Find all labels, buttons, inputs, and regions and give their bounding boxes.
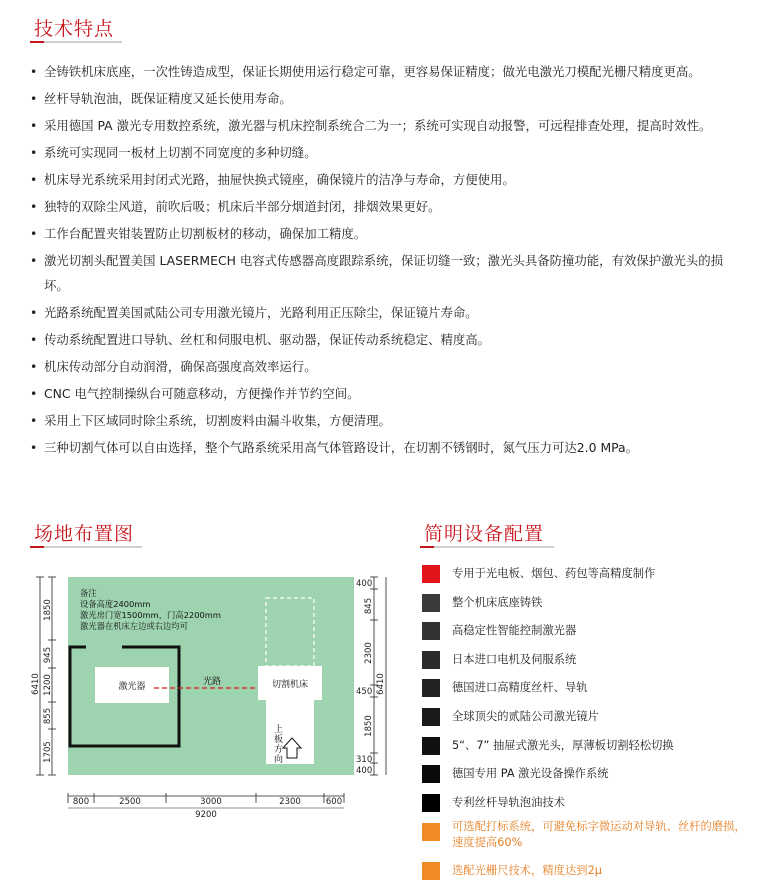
- color-swatch: [422, 622, 440, 640]
- right-dim: 310: [356, 755, 373, 765]
- note-line: 设备高度2400mm: [80, 599, 151, 609]
- laser-label: 激光器: [118, 682, 146, 692]
- feature-item: • 采用上下区域同时除尘系统，切割废料由漏斗收集，方便清理。: [30, 412, 391, 428]
- note-line: 激光器在机床左边或右边均可: [80, 621, 188, 631]
- load-direction-label: 向: [274, 755, 284, 765]
- bottom-dim: 800: [72, 797, 90, 807]
- feature-list: [30, 60, 742, 463]
- config-item: 日本进口电机及伺服系统: [422, 646, 752, 675]
- color-swatch: [422, 708, 440, 726]
- feature-item: • 工作台配置夹钳装置防止切割板材的移动，确保加工精度。: [30, 226, 367, 241]
- left-dim: 1850: [43, 599, 53, 621]
- config-item-optional: 选配光栅尺技术，精度达到2μ: [422, 857, 752, 886]
- config-item: 5“、7” 抽屉式激光头，厚薄板切割轻松切换: [422, 732, 752, 761]
- light-path-label: 光路: [202, 677, 222, 687]
- feature-item: • 传动系统配置进口导轨、丝杠和伺服电机、驱动器，保证传动系统稳定、精度高。: [30, 331, 491, 347]
- config-item: 德国专用 PA 激光设备操作系统: [422, 760, 752, 789]
- right-dim: 2300: [364, 642, 374, 664]
- feature-item: • CNC 电气控制操纵台可随意移动，方便操作并节约空间。: [30, 385, 360, 401]
- config-item: 德国进口高精度丝杆、导轨: [422, 674, 752, 703]
- config-item: 整个机床底座铸铁: [422, 589, 752, 618]
- tech-title-underline: [30, 41, 122, 43]
- right-dim: 400: [356, 579, 373, 589]
- load-direction-label: 板: [274, 735, 284, 745]
- feature-item: • 丝杆导轨泡油，既保证精度又延长使用寿命。: [30, 91, 292, 106]
- feature-item: • 独特的双除尘风道，前吹后吸；机床后半部分烟道封闭，排烟效果更好。: [30, 199, 441, 214]
- config-item-optional: 可选配打标系统，可避免标字微运动对导轨、丝杆的磨损，速度提高60%: [422, 817, 752, 857]
- note-line: 激光房门宽1500mm，门高2200mm: [80, 610, 221, 620]
- feature-item: • 激光切割头配置美国 LASERMECH 电容式传感器高度跟踪系统，保证切缝一致；激光头具备防撞功能，有效保护激光头的损坏。: [30, 253, 724, 293]
- config-list: [422, 560, 752, 886]
- note-line: 备注: [80, 588, 97, 598]
- right-dim: 1850: [364, 715, 374, 737]
- config-section-title: 简明设备配置: [424, 523, 545, 545]
- color-swatch: [422, 679, 440, 697]
- right-dim: 845: [364, 597, 374, 615]
- bottom-dim: 600: [325, 797, 343, 807]
- config-item: 专利丝杆导轨泡油技术: [422, 789, 752, 818]
- color-swatch: [422, 651, 440, 669]
- bottom-dim: 2300: [279, 797, 301, 807]
- right-dim: 400: [356, 766, 373, 776]
- site-title-underline: [30, 546, 142, 548]
- load-direction-label: 方: [274, 745, 284, 755]
- feature-item: • 机床导光系统采用封闭式光路，抽屉快换式镜座，确保镜片的洁净与寿命，方便使用。: [30, 172, 515, 187]
- feature-item: • 三种切割气体可以自由选择，整个气路系统采用高气体管路设计，在切割不锈钢时，氮气压力可达2.0 MPa。: [30, 439, 639, 455]
- feature-item: • 系统可实现同一板材上切割不同宽度的多种切缝。: [30, 145, 317, 160]
- left-dim: 855: [43, 707, 53, 725]
- bottom-total-dim: 9200: [195, 810, 217, 820]
- color-swatch: [422, 794, 440, 812]
- feature-item: • 光路系统配置美国贰陆公司专用激光镜片，光路利用正压除尘，保证镜片寿命。: [30, 304, 478, 320]
- color-swatch: [422, 565, 440, 583]
- feature-item: • 机床传动部分自动润滑，确保高强度高效率运行。: [30, 358, 317, 374]
- config-item: 全球顶尖的贰陆公司激光镜片: [422, 703, 752, 732]
- left-total-dim: 6410: [31, 673, 41, 695]
- color-swatch: [422, 765, 440, 783]
- load-direction-label: 上: [274, 725, 284, 735]
- right-total-dim: 6410: [376, 673, 386, 695]
- config-title-underline: [420, 546, 554, 548]
- config-item: 专用于光电板、烟包、药包等高精度制作: [422, 560, 752, 589]
- left-dim: 1705: [43, 741, 53, 763]
- color-swatch: [422, 594, 440, 612]
- color-swatch: [422, 737, 440, 755]
- feature-item: • 全铸铁机床底座，一次性铸造成型，保证长期使用运行稳定可靠，更容易保证精度；做光电激光刀模配光栅尺精度更高。: [30, 64, 701, 79]
- left-dim: 945: [43, 646, 53, 664]
- site-layout-diagram: [30, 570, 400, 820]
- color-swatch: [422, 823, 440, 841]
- machine-label: 切割机床: [271, 680, 309, 690]
- left-dim: 1200: [43, 674, 53, 696]
- right-dim: 450: [356, 687, 373, 697]
- bottom-dim: 3000: [200, 797, 222, 807]
- color-swatch: [422, 862, 440, 880]
- feature-item: • 采用德国 PA 激光专用数控系统，激光器与机床控制系统合二为一；系统可实现自动报警，可远程排查处理，提高时效性。: [30, 118, 712, 133]
- config-item: 高稳定性智能控制激光器: [422, 617, 752, 646]
- site-section-title: 场地布置图: [34, 523, 135, 545]
- bottom-dim: 2500: [119, 797, 141, 807]
- tech-section-title: 技术特点: [34, 18, 115, 40]
